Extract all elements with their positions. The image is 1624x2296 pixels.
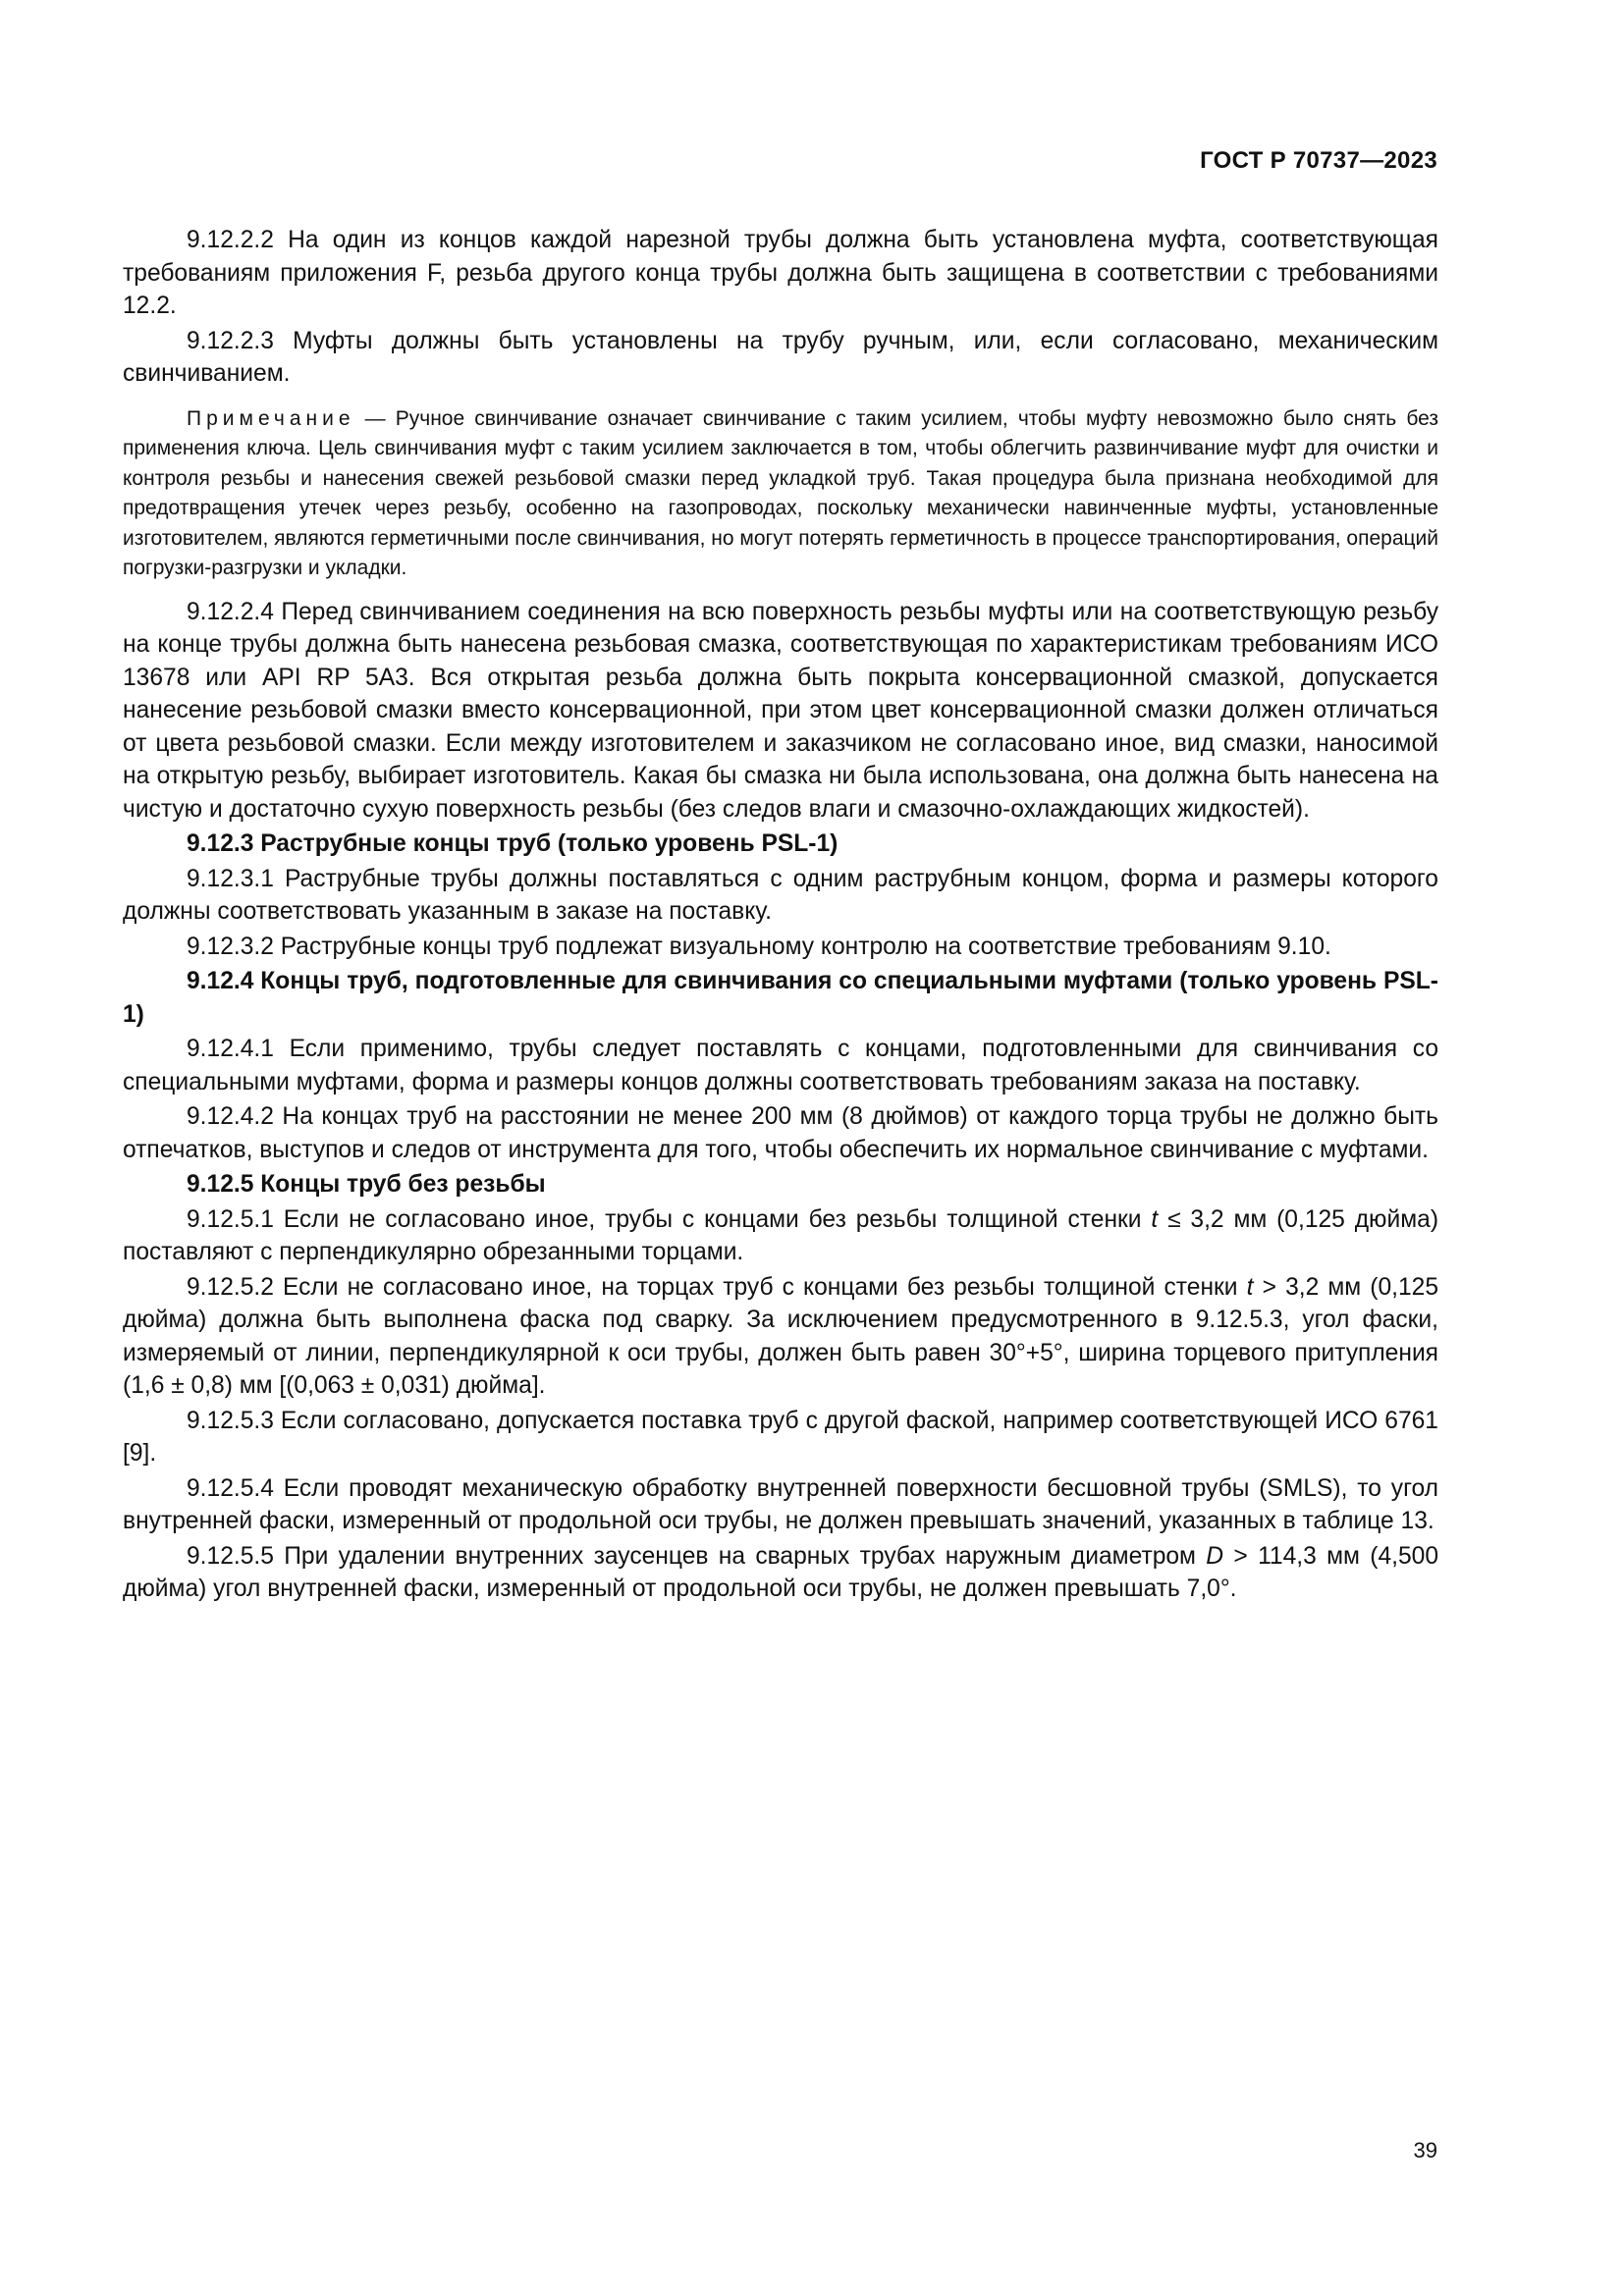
paragraph-9-12-5-2 xyxy=(123,1271,1438,1403)
heading-9-12-4: 9.12.4 Концы труб, подготовленные для свинчивания со специальными муфтами (только уровень PSL-1) xyxy=(123,968,1438,1028)
paragraph-9-12-5-5 xyxy=(123,1540,1438,1606)
document-header: ГОСТ Р 70737—2023 xyxy=(1200,147,1437,174)
paragraph-9-12-2-4: 9.12.2.4 Перед свинчиванием соединения на всю поверхность резьбы муфты или на соответствующую резьбу на конце трубы должна быть нанесена резьбовая смазка, соответствующая по характеристикам требованиям ИСО 13678 или API RP 5A3. Вся открытая резьба должна быть покрыта консервационной смазкой, допускается нанесение резьбовой смазки вместо консервационной, при этом цвет консервационной смазки должен отличаться от цвета резьбовой смазки. Если между изготовителем и заказчиком не согласовано иное, вид смазки, наносимой на открытую резьбу, выбирает изготовитель. Какая бы смазка ни была использована, она должна быть нанесена на чистую и достаточно сухую поверхность резьбы (без следов влаги и смазочно-охлаждающих жидкостей). xyxy=(123,598,1438,823)
paragraph-9-12-5-3: 9.12.5.3 Если согласовано, допускается поставка труб с другой фаской, например соответствующей ИСО 6761 [9]. xyxy=(123,1407,1438,1467)
paragraph-9-12-5-2-end: > 3,2 мм (0,125 дюйма) должна быть выполнена фаска под сварку. За исключением предусмотренного в 9.12.5.3, угол фаски, измеряемый от линии, перпендикулярной к оси трубы, должен быть равен 30°+5°, ширина торцевого притупления (1,6 ± 0,8) мм [(0,063 ± 0,031) дюйма]. xyxy=(123,1273,1439,1399)
paragraph-9-12-5-4: 9.12.5.4 Если проводят механическую обработку внутренней поверхности бесшовной трубы (SMLS), то угол внутренней фаски, измеренный от продольной оси трубы, не должен превышать значений, указанных в таблице 13. xyxy=(123,1474,1438,1534)
variable-D: D xyxy=(1206,1542,1224,1570)
variable-t: t xyxy=(1151,1205,1159,1233)
paragraph-9-12-5-1-start: 9.12.5.1 Если не согласовано иное, трубы с концами без резьбы толщиной стенки xyxy=(187,1205,1152,1233)
heading-9-12-3: 9.12.3 Раструбные концы труб (только уровень PSL-1) xyxy=(187,830,839,857)
note-text: — Ручное свинчивание означает свинчивание с таким усилием, чтобы муфту невозможно было снять без применения ключа. Цель свинчивания муфт с таким усилием заключается в том, чтобы облегчить развинчивание муфт для очистки и контроля резьбы и нанесения свежей резьбовой смазки перед укладкой труб. Такая процедура была признана необходимой для предотвращения утечек через резьбу, особенно на газопроводах, поскольку механически навинченные муфты, установленные изготовителем, являются герметичными после свинчивания, но могут потерять герметичность в процессе транспортирования, операций погрузки-разгрузки и укладки. xyxy=(123,406,1438,579)
paragraph-9-12-4-1: 9.12.4.1 Если применимо, трубы следует поставлять с концами, подготовленными для свинчивания со специальными муфтами, форма и размеры концов должны соответствовать требованиям заказа на поставку. xyxy=(123,1036,1438,1095)
page-number: 39 xyxy=(1413,2138,1437,2163)
paragraph-9-12-4-2: 9.12.4.2 На концах труб на расстоянии не менее 200 мм (8 дюймов) от каждого торца трубы не должно быть отпечатков, выступов и следов от инструмента для того, чтобы обеспечить их нормальное свинчивание с муфтами. xyxy=(123,1103,1438,1163)
paragraph-9-12-3-2: 9.12.3.2 Раструбные концы труб подлежат визуальному контролю на соответствие требованиям 9.10. xyxy=(187,933,1331,960)
note xyxy=(123,404,1438,584)
note-label: Примечание xyxy=(187,406,355,430)
variable-t: t xyxy=(1246,1273,1254,1301)
paragraph-9-12-2-3: 9.12.2.3 Муфты должны быть установлены на трубу ручным, или, если согласовано, механическим свинчиванием. xyxy=(123,327,1438,387)
paragraph-9-12-5-5-start: 9.12.5.5 При удалении внутренних заусенцев на сварных трубах наружным диаметром xyxy=(187,1542,1207,1570)
paragraph-9-12-5-5-end: > 114,3 мм (4,500 дюйма) угол внутренней фаски, измеренный от продольной оси трубы, не должен превышать 7,0°. xyxy=(123,1542,1438,1602)
document-body xyxy=(123,224,1438,1606)
heading-9-12-5: 9.12.5 Концы труб без резьбы xyxy=(187,1171,546,1198)
paragraph-9-12-5-2-start: 9.12.5.2 Если не согласовано иное, на торцах труб с концами без резьбы толщиной стенки xyxy=(187,1273,1247,1301)
paragraph-9-12-2-2: 9.12.2.2 На один из концов каждой нарезной трубы должна быть установлена муфта, соответствующая требованиям приложения F, резьба другого конца трубы должна быть защищена в соответствии с требованиями 12.2. xyxy=(123,227,1438,319)
paragraph-9-12-5-1-end: ≤ 3,2 мм (0,125 дюйма) поставляют с перпендикулярно обрезанными торцами. xyxy=(123,1205,1439,1265)
paragraph-9-12-5-1 xyxy=(123,1203,1438,1269)
paragraph-9-12-3-1: 9.12.3.1 Раструбные трубы должны поставляться с одним раструбным концом, форма и размеры которого должны соответствовать указанным в заказе на поставку. xyxy=(123,865,1438,925)
